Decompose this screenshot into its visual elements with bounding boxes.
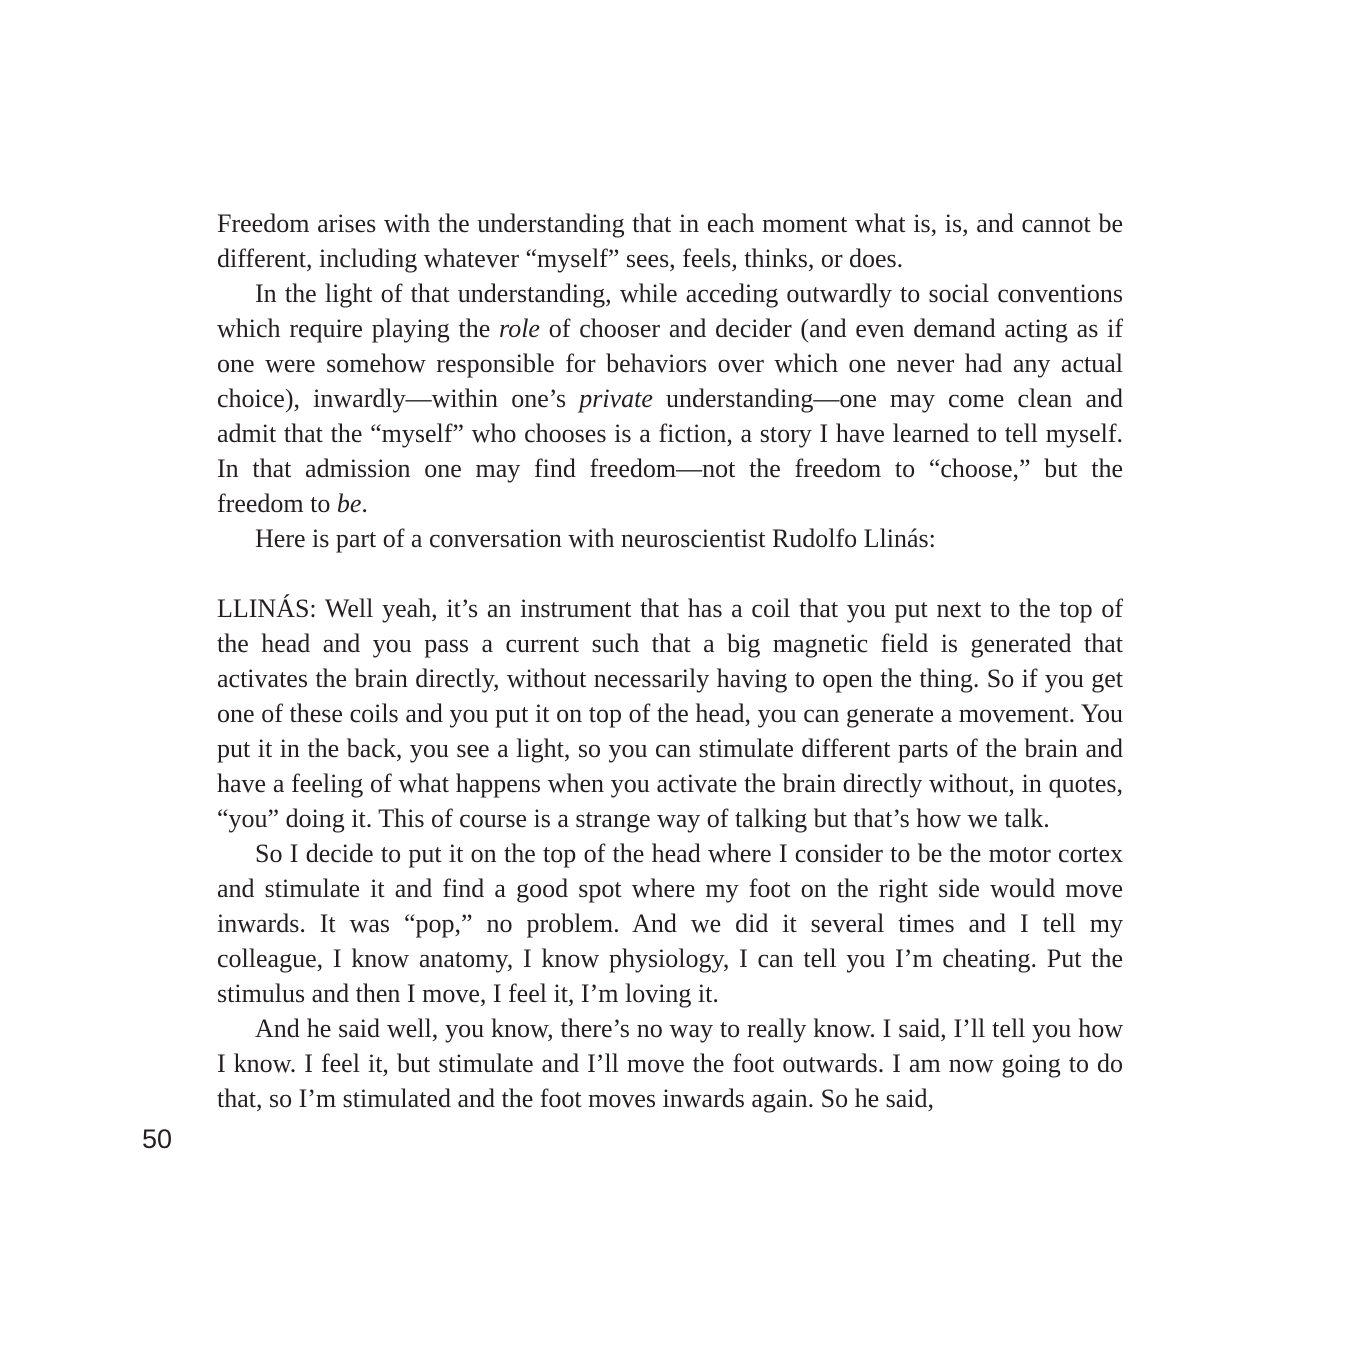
paragraph: Freedom arises with the understanding that in each moment what is, is, and cannot be different, including whatever “myself” sees, feels, thinks, or does.: [217, 209, 1123, 273]
paragraph: And he said well, you know, there’s no way to really know. I said, I’ll tell you how I know. I feel it, but stimulate and I’ll move the foot outwards. I am now going to do that, so I’m stimulated and the foot moves inwards again. So he said,: [217, 1014, 1123, 1113]
emphasis-text: private: [579, 384, 653, 413]
emphasis-text: be: [336, 489, 362, 518]
page-number: 50: [142, 1124, 173, 1154]
paragraph: Here is part of a conversation with neuroscientist Rudolfo Llinás:: [255, 524, 936, 553]
paragraph: So I decide to put it on the top of the head where I consider to be the motor cortex and stimulate it and find a good spot where my foot on the right side would move inwards. It was “pop,” no problem. And we did it several times and I tell my colleague, I know anatomy, I know physiology, I can tell you I’m cheating. Put the stimulus and then I move, I feel it, I’m loving it.: [217, 839, 1123, 1008]
paragraph: In the light of that understanding, while acceding outwardly to social conventions which require playing the role of chooser and decider (and even demand acting as if one were somehow responsible for behaviors over which one never had any actual choice), inwardly—within one’s private understanding—one may come clean and admit that the “myself” who chooses is a fiction, a story I have learned to tell myself. In that admission one may find freedom—not the freedom to “choose,” but the freedom to be.: [217, 279, 1123, 518]
body-text: [217, 206, 1123, 1116]
paragraph: LLINÁS: Well yeah, it’s an instrument that has a coil that you put next to the top of the head and you pass a current such that a big magnetic field is generated that activates the brain directly, without necessarily having to open the thing. So if you get one of these coils and you put it on top of the head, you can generate a movement. You put it in the back, you see a light, so you can stimulate different parts of the brain and have a feeling of what happens when you activate the brain directly without, in quotes, “you” doing it. This of course is a strange way of talking but that’s how we talk.: [217, 594, 1123, 833]
emphasis-text: role: [499, 314, 540, 343]
